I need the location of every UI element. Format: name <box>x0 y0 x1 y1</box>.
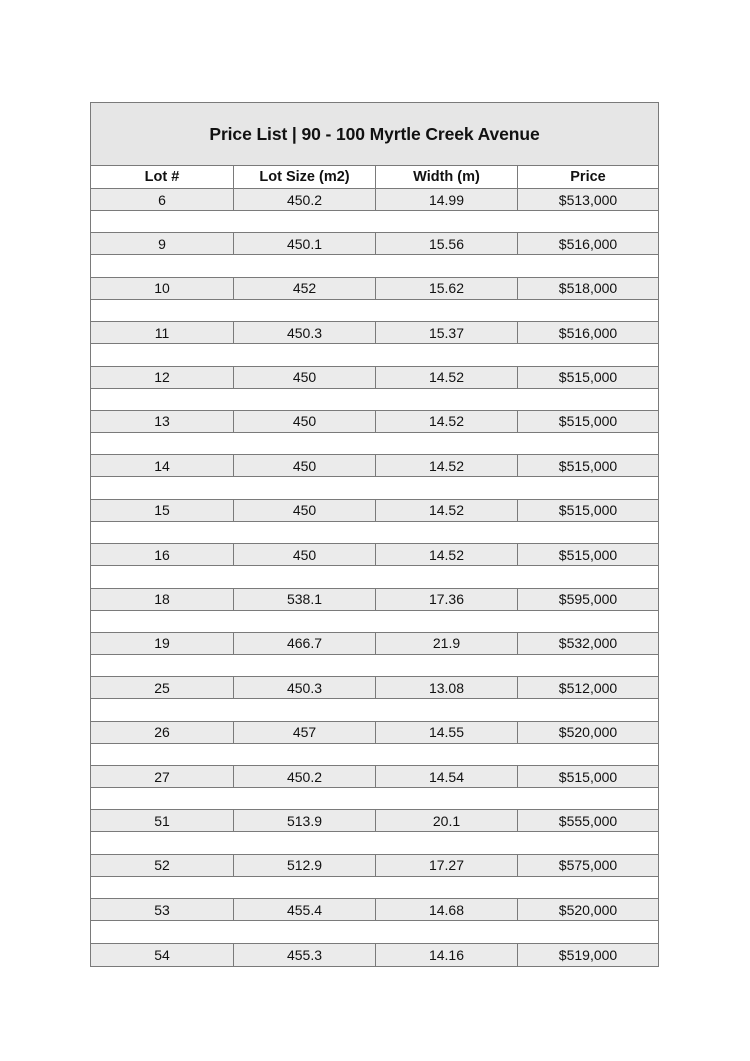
lot-size-cell: 466.7 <box>234 633 376 654</box>
lot-number-cell: 52 <box>91 855 234 876</box>
lot-size-cell: 512.9 <box>234 855 376 876</box>
lot-number-cell: 26 <box>91 722 234 743</box>
lot-size-cell: 450 <box>234 367 376 388</box>
price-cell: $555,000 <box>558 812 618 829</box>
spacer-row <box>91 300 658 322</box>
price-cell: $532,000 <box>558 635 618 652</box>
table-row <box>91 500 658 522</box>
table-row <box>91 233 658 255</box>
table-row <box>91 722 658 744</box>
width-cell: 14.52 <box>376 455 518 476</box>
spacer-row <box>91 255 658 277</box>
lot-size-cell: 513.9 <box>234 810 376 831</box>
table-row <box>91 944 658 966</box>
width-cell: 14.54 <box>376 766 518 787</box>
lot-size-cell: 450.2 <box>234 766 376 787</box>
width-cell: 17.36 <box>376 589 518 610</box>
price-cell: $513,000 <box>558 191 618 208</box>
lot-number-cell: 10 <box>91 278 234 299</box>
table-row <box>91 633 658 655</box>
spacer-row <box>91 477 658 499</box>
price-cell: $520,000 <box>558 901 618 918</box>
price-cell: $512,000 <box>558 679 618 696</box>
table-body <box>91 189 658 966</box>
lot-number-cell: 51 <box>91 810 234 831</box>
table-row <box>91 455 658 477</box>
price-cell: $515,000 <box>558 768 618 785</box>
table-row <box>91 278 658 300</box>
lot-size-cell: 450.2 <box>234 189 376 210</box>
header-price: Price <box>570 169 606 185</box>
price-cell: $519,000 <box>558 946 618 963</box>
width-cell: 14.52 <box>376 544 518 565</box>
lot-number-cell: 15 <box>91 500 234 521</box>
lot-number-cell: 18 <box>91 589 234 610</box>
price-cell: $515,000 <box>558 502 618 519</box>
table-header-row <box>91 166 658 189</box>
table-row <box>91 367 658 389</box>
width-cell: 20.1 <box>376 810 518 831</box>
spacer-row <box>91 522 658 544</box>
price-list-table <box>90 102 659 967</box>
lot-size-cell: 455.4 <box>234 899 376 920</box>
spacer-row <box>91 611 658 633</box>
spacer-row <box>91 832 658 854</box>
width-cell: 13.08 <box>376 677 518 698</box>
spacer-row <box>91 744 658 766</box>
lot-number-cell: 16 <box>91 544 234 565</box>
lot-size-cell: 457 <box>234 722 376 743</box>
spacer-row <box>91 211 658 233</box>
lot-size-cell: 452 <box>234 278 376 299</box>
table-row <box>91 810 658 832</box>
spacer-row <box>91 344 658 366</box>
width-cell: 15.37 <box>376 322 518 343</box>
spacer-row <box>91 655 658 677</box>
lot-number-cell: 6 <box>91 189 234 210</box>
lot-number-cell: 9 <box>91 233 234 254</box>
spacer-row <box>91 699 658 721</box>
lot-size-cell: 538.1 <box>234 589 376 610</box>
width-cell: 14.52 <box>376 500 518 521</box>
lot-size-cell: 455.3 <box>234 944 376 966</box>
price-cell: $575,000 <box>558 857 618 874</box>
lot-size-cell: 450.3 <box>234 677 376 698</box>
lot-size-cell: 450 <box>234 544 376 565</box>
lot-number-cell: 13 <box>91 411 234 432</box>
width-cell: 14.99 <box>376 189 518 210</box>
table-row <box>91 322 658 344</box>
spacer-row <box>91 877 658 899</box>
price-cell: $595,000 <box>558 591 618 608</box>
lot-number-cell: 14 <box>91 455 234 476</box>
table-row <box>91 189 658 211</box>
width-cell: 14.68 <box>376 899 518 920</box>
lot-size-cell: 450 <box>234 455 376 476</box>
table-row <box>91 855 658 877</box>
price-cell: $520,000 <box>558 724 618 741</box>
header-lot-number: Lot # <box>91 166 234 188</box>
lot-number-cell: 27 <box>91 766 234 787</box>
table-title: Price List | 90 - 100 Myrtle Creek Avenue <box>91 103 658 166</box>
lot-number-cell: 54 <box>91 944 234 966</box>
spacer-row <box>91 433 658 455</box>
width-cell: 15.56 <box>376 233 518 254</box>
width-cell: 15.62 <box>376 278 518 299</box>
table-row <box>91 589 658 611</box>
table-row <box>91 544 658 566</box>
spacer-row <box>91 788 658 810</box>
width-cell: 17.27 <box>376 855 518 876</box>
table-row <box>91 766 658 788</box>
lot-size-cell: 450 <box>234 411 376 432</box>
header-lot-size: Lot Size (m2) <box>234 166 376 188</box>
width-cell: 14.55 <box>376 722 518 743</box>
price-cell: $516,000 <box>558 235 618 252</box>
lot-size-cell: 450 <box>234 500 376 521</box>
lot-size-cell: 450.1 <box>234 233 376 254</box>
width-cell: 14.52 <box>376 367 518 388</box>
width-cell: 14.52 <box>376 411 518 432</box>
price-cell: $515,000 <box>558 457 618 474</box>
header-width: Width (m) <box>376 166 518 188</box>
spacer-row <box>91 566 658 588</box>
lot-size-cell: 450.3 <box>234 322 376 343</box>
price-cell: $518,000 <box>558 280 618 297</box>
price-cell: $516,000 <box>558 324 618 341</box>
width-cell: 14.16 <box>376 944 518 966</box>
table-row <box>91 677 658 699</box>
table-row <box>91 411 658 433</box>
lot-number-cell: 12 <box>91 367 234 388</box>
price-cell: $515,000 <box>558 546 618 563</box>
spacer-row <box>91 389 658 411</box>
price-cell: $515,000 <box>558 413 618 430</box>
lot-number-cell: 19 <box>91 633 234 654</box>
width-cell: 21.9 <box>376 633 518 654</box>
lot-number-cell: 53 <box>91 899 234 920</box>
lot-number-cell: 25 <box>91 677 234 698</box>
spacer-row <box>91 921 658 943</box>
table-row <box>91 899 658 921</box>
price-cell: $515,000 <box>558 369 618 386</box>
lot-number-cell: 11 <box>91 322 234 343</box>
